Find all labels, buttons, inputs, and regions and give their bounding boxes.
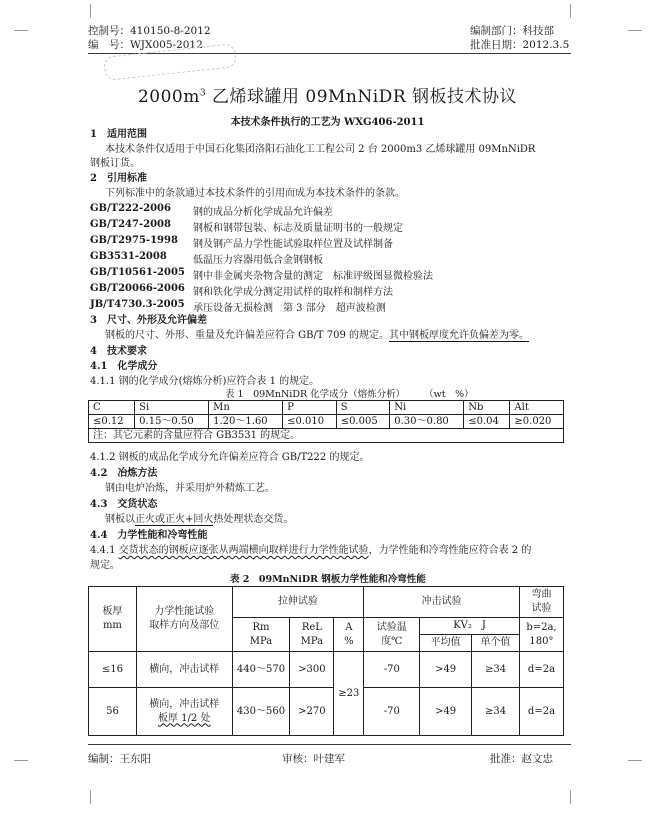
section-4-1-1-text: 4.1.1 钢的化学成分(熔炼分析)应符合表 1 的规定。 — [90, 376, 320, 387]
header-thickness-label: 板厚 — [102, 606, 123, 617]
crop-mark — [90, 790, 91, 804]
header-thickness-unit: mm — [102, 620, 122, 631]
section-4-2-heading: 4.2 冶炼方法 — [90, 468, 158, 479]
table-cell: ≥34 — [472, 688, 520, 736]
section-3-heading: 3 尺寸、外形及允许偏差 — [90, 315, 207, 326]
section-1-text: 本技术条件仅适用于中国石化集团洛阳石油化工工程公司 2 台 2000m3 乙烯球罐用 09MnNiDR — [105, 144, 536, 155]
table-note-row — [89, 429, 564, 443]
crop-mark — [14, 30, 28, 31]
table-cell: d=2a — [519, 688, 563, 736]
standard-title: 低温压力容器用低合金钢钢板 — [193, 255, 323, 266]
title-main: 乙烯球罐用 09MnNiDR 钢板技术协议 — [211, 87, 518, 107]
table-1-caption: 表 1 09MnNiDR 化学成分（熔炼分析） （wt %） — [225, 389, 474, 400]
section-2-heading: 2 引用标准 — [90, 173, 147, 184]
table-cell: 0.30～0.80 — [390, 415, 464, 429]
table-row — [89, 652, 564, 688]
table-cell-a-value: ≥23 — [334, 652, 364, 736]
section-4-heading: 4 技术要求 — [90, 346, 147, 357]
crop-mark — [570, 4, 571, 18]
table-cell: 1.20～1.60 — [209, 415, 283, 429]
header-rel-label: ReL — [301, 621, 322, 633]
section-4-4-1-text-c: ，力学性能和冷弯性能应符合表 2 的 — [368, 545, 532, 556]
table-header-cell: Ni — [390, 401, 464, 415]
section-4-4-heading: 4.4 力学性能和冷弯性能 — [90, 530, 208, 541]
footer-approver: 批准：赵文忠 — [490, 753, 553, 765]
table-header-cell: Alt — [510, 401, 564, 415]
crop-mark — [628, 760, 642, 761]
table-cell: 430～560 — [232, 688, 290, 736]
crop-mark — [628, 30, 642, 31]
section-4-4-1-text — [90, 544, 531, 557]
approval-date-label: 批准日期： — [470, 39, 523, 51]
header-rm — [232, 618, 290, 652]
header-bend — [519, 587, 563, 618]
standard-title: 钢和铁化学成分测定用试样的取样和制样方法 — [193, 287, 393, 298]
table-cell: -70 — [364, 688, 420, 736]
table-row — [89, 587, 564, 618]
table-cell: ≤0.005 — [336, 415, 390, 429]
crop-mark — [570, 790, 571, 804]
section-3-text — [105, 329, 529, 342]
table-cell: d=2a — [519, 652, 563, 688]
header-temp — [364, 618, 420, 652]
table-cell: ≥34 — [472, 652, 520, 688]
table-cell: ≥0.020 — [510, 415, 564, 429]
table-row — [89, 688, 564, 736]
table-header-cell: C — [89, 401, 135, 415]
standard-code: GB/T10561-2005 — [90, 267, 185, 278]
table-cell-line-1: 横向，冲击试样 — [149, 698, 220, 710]
table-row — [89, 401, 564, 415]
standard-code: GB/T2975-1998 — [90, 235, 178, 246]
header-rm-label: Rm — [252, 621, 270, 633]
section-4-4-1-text-cont: 规定。 — [90, 560, 120, 571]
number-value: WJX005-2012 — [130, 39, 203, 51]
table-1-chemical-composition — [88, 400, 564, 443]
table-cell: ≤0.04 — [464, 415, 510, 429]
table-cell: 0.15～0.50 — [135, 415, 209, 429]
standard-title: 钢的成品分析化学成品允许偏差 — [193, 207, 333, 218]
header-thickness — [89, 587, 137, 652]
section-1-text-cont: 钢板订货。 — [90, 158, 140, 169]
header-kv: KV₂ J — [420, 618, 520, 635]
header-bend-line-2: 试验 — [531, 603, 552, 614]
standard-title: 钢板和钢带包装、标志及质量证明书的一般规定 — [193, 223, 403, 234]
section-4-1-2-text: 4.1.2 钢板的成品化学成分允许偏差应符合 GB/T222 的规定。 — [90, 452, 370, 463]
header-rm-unit: MPa — [249, 635, 273, 647]
standard-title: 钢中非金属夹杂物含量的测定 标准评级图显微检验法 — [193, 271, 433, 282]
section-3-text-b: 其中钢板厚度允许负偏差为零。 — [389, 330, 529, 341]
section-4-4-1-text-a: 4.4.1 — [90, 545, 119, 556]
header-avg: 平均值 — [420, 635, 472, 652]
footer-author: 编制：王东阳 — [88, 753, 151, 765]
header-single: 单个值 — [472, 635, 520, 652]
control-number — [88, 24, 211, 38]
header-a — [334, 618, 364, 652]
table-header-cell: Nb — [464, 401, 510, 415]
table-cell: 440～570 — [232, 652, 290, 688]
table-cell: >49 — [420, 688, 472, 736]
section-1-heading: 1 适用范围 — [90, 129, 147, 140]
number-label: 编 号： — [88, 39, 130, 51]
header-tensile: 拉伸试验 — [232, 587, 364, 618]
section-4-1-heading: 4.1 化学成分 — [90, 361, 158, 372]
header-temp-line-1: 试验温 — [376, 621, 407, 633]
table-header-cell: Si — [135, 401, 209, 415]
section-4-4-1-text-b: 交货状态的钢板应逐张从两端横向取样进行力学性能试验 — [118, 545, 369, 556]
header-sampling-line-2: 取样方向及部位 — [149, 620, 220, 631]
standard-title: 钢及钢产品力学性能试验取样位置及试样制备 — [193, 239, 393, 250]
table-cell: -70 — [364, 652, 420, 688]
standard-code: GB/T20066-2006 — [90, 283, 185, 294]
table-header-cell: S — [336, 401, 390, 415]
title-prefix: 2000m — [137, 87, 200, 107]
standard-code: GB/T247-2008 — [90, 219, 171, 230]
table-cell: 横向，冲击试样 — [136, 652, 232, 688]
section-4-3-text-c: 热处理状态交货。 — [213, 514, 294, 525]
standard-code: GB/T222-2006 — [90, 203, 171, 214]
table-header-cell: P — [283, 401, 337, 415]
standard-code: GB3531-2008 — [90, 251, 167, 262]
control-value: 410150-8-2012 — [130, 25, 211, 37]
table-cell: 56 — [89, 688, 137, 736]
header-temp-line-2: 度℃ — [381, 635, 403, 647]
footer-rule — [88, 744, 571, 745]
table-cell: ≤16 — [89, 652, 137, 688]
approval-date — [470, 38, 569, 52]
header-bend-line-1: 弯曲 — [531, 589, 552, 600]
section-4-3-text — [105, 513, 293, 526]
document-title — [0, 82, 655, 107]
dept-value: 科技部 — [522, 25, 554, 37]
table-cell: >270 — [290, 688, 334, 736]
header-sampling-line-1: 力学性能试验 — [154, 606, 215, 617]
header-a-unit: % — [344, 635, 354, 647]
table-2-caption: 表 2 09MnNiDR 钢板力学性能和冷弯性能 — [230, 574, 426, 585]
standard-title: 承压设备无损检测 第 3 部分 超声波检测 — [193, 303, 386, 314]
table-cell — [136, 688, 232, 736]
document-subtitle: 本技术条件执行的工艺为 WXG406-2011 — [230, 117, 425, 128]
table-2-mechanical-properties — [88, 586, 564, 736]
section-3-text-a: 钢板的尺寸、外形、重量及允许偏差应符合 GB/T 709 的规定。 — [105, 330, 389, 341]
header-rel — [290, 618, 334, 652]
table-cell: ≤0.12 — [89, 415, 135, 429]
title-sup: 3 — [199, 88, 207, 99]
approval-date-value: 2012.3.5 — [522, 39, 570, 51]
section-2-intro: 下列标准中的条款通过本技术条件的引用而成为本技术条件的条款。 — [105, 188, 405, 199]
footer-reviewer: 审核：叶建军 — [282, 753, 345, 765]
crop-mark — [90, 4, 91, 18]
table-cell: >49 — [420, 652, 472, 688]
section-4-3-text-b: 正火或正火+回火 — [135, 514, 214, 525]
control-label: 控制号： — [88, 25, 130, 37]
header-a-label: A — [345, 621, 353, 633]
table-cell: >300 — [290, 652, 334, 688]
table-note: 注：其它元素的含量应符合 GB3531 的规定。 — [89, 429, 564, 443]
table-header-cell: Mn — [209, 401, 283, 415]
section-4-2-text: 钢由电炉冶炼，并采用炉外精炼工艺。 — [105, 483, 275, 494]
header-sampling — [136, 587, 232, 652]
standard-code: JB/T4730.3-2005 — [90, 299, 185, 310]
header-bend-condition — [519, 618, 563, 652]
department — [470, 24, 554, 38]
crop-mark — [14, 760, 28, 761]
header-bend-condition-line-2: 180° — [529, 635, 554, 647]
dept-label: 编制部门： — [470, 25, 523, 37]
table-cell: ≤0.010 — [283, 415, 337, 429]
table-row — [89, 415, 564, 429]
section-4-3-text-a: 钢板以 — [105, 514, 135, 525]
section-4-3-heading: 4.3 交货状态 — [90, 499, 158, 510]
header-rel-unit: MPa — [300, 635, 324, 647]
table-cell-line-2: 板厚 1/2 处 — [158, 712, 211, 724]
header-impact: 冲击试验 — [364, 587, 520, 618]
header-bend-condition-line-1: b=2a, — [526, 621, 557, 633]
